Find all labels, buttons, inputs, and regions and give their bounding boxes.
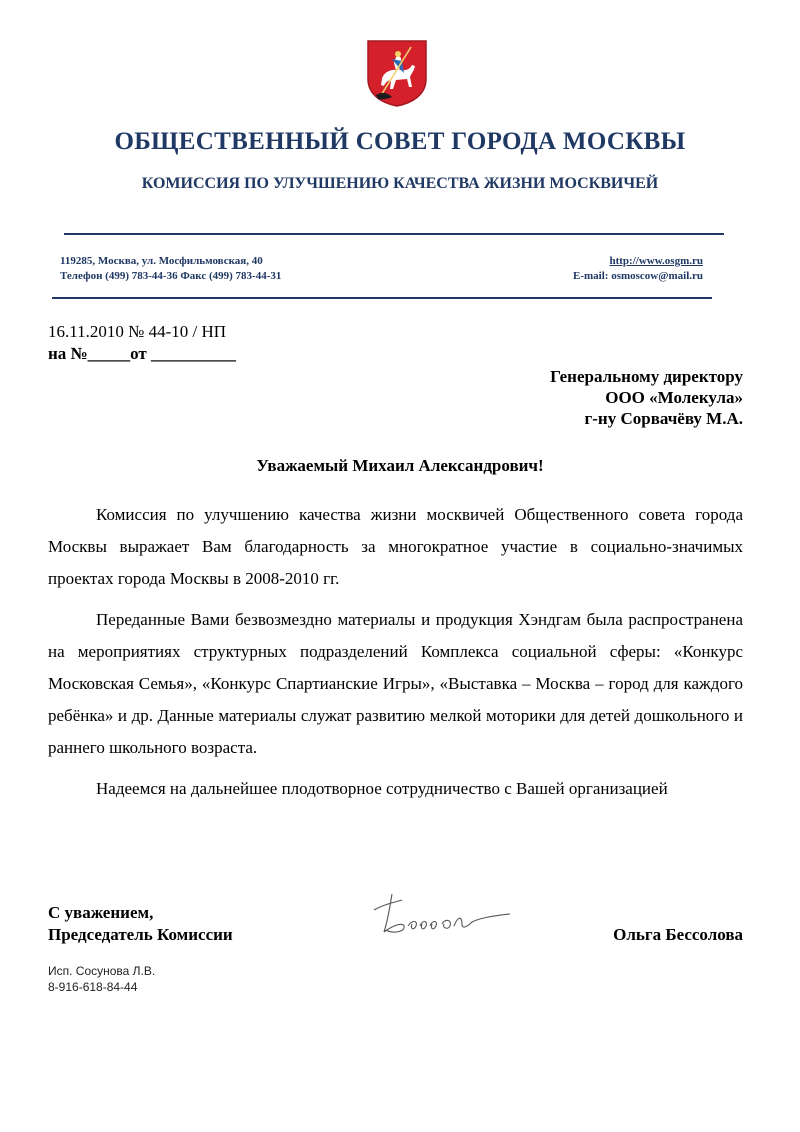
letter-greeting: Уважаемый Михаил Александрович! xyxy=(256,456,544,475)
executor-name: Исп. Сосунова Л.В. xyxy=(48,964,156,978)
organization-website-link[interactable]: http://www.osgm.ru xyxy=(609,255,703,267)
body-paragraph: Надеемся на дальнейшее плодотворное сотрудничество с Вашей организацией xyxy=(96,779,668,798)
organization-address: 119285, Москва, ул. Мосфильмовская, 40 xyxy=(60,255,263,267)
incoming-reference: на №_____от __________ xyxy=(48,344,237,363)
moscow-coat-of-arms-icon xyxy=(366,39,428,107)
addressee-name: г-ну Сорвачёву М.А. xyxy=(584,409,743,428)
addressee-company: ООО «Молекула» xyxy=(605,388,743,407)
executor-phone: 8-916-618-84-44 xyxy=(48,980,138,994)
handwritten-signature-icon xyxy=(362,886,522,946)
closing-salutation: С уважением, xyxy=(48,903,154,922)
header-divider-top xyxy=(64,233,724,235)
body-paragraph: Комиссия по улучшению качества жизни москвичей Общественного совета города Москвы выражает Вам благодарность за многократное участие в социально-значимых проектах города Москвы в 2008-2010 гг. xyxy=(48,505,743,588)
header-divider-bottom xyxy=(52,297,712,299)
body-paragraph: Переданные Вами безвозмездно материалы и продукция Хэндгам была распространена на мероприятиях структурных подразделений Комплекса социальной сферы: «Конкурс Московская Семья», «Конкурс Спартианские Игры», «Выставка – Москва – город для каждого ребёнка» и др. Данные материалы служат развитию мелкой моторики для детей дошкольного и раннего школьного возраста. xyxy=(48,610,743,757)
organization-phone-fax: Телефон (499) 783-44-36 Факс (499) 783-44-31 xyxy=(60,270,282,282)
signer-name: Ольга Бессолова xyxy=(613,925,743,944)
outgoing-reference: 16.11.2010 № 44-10 / НП xyxy=(48,322,227,341)
organization-title: ОБЩЕСТВЕННЫЙ СОВЕТ ГОРОДА МОСКВЫ xyxy=(114,128,686,155)
addressee-position: Генеральному директору xyxy=(550,367,743,386)
commission-title: КОМИССИЯ ПО УЛУЧШЕНИЮ КАЧЕСТВА ЖИЗНИ МОСКВИЧЕЙ xyxy=(141,175,659,192)
organization-email[interactable]: E-mail: osmoscow@mail.ru xyxy=(573,270,703,282)
signer-position: Председатель Комиссии xyxy=(48,925,233,944)
